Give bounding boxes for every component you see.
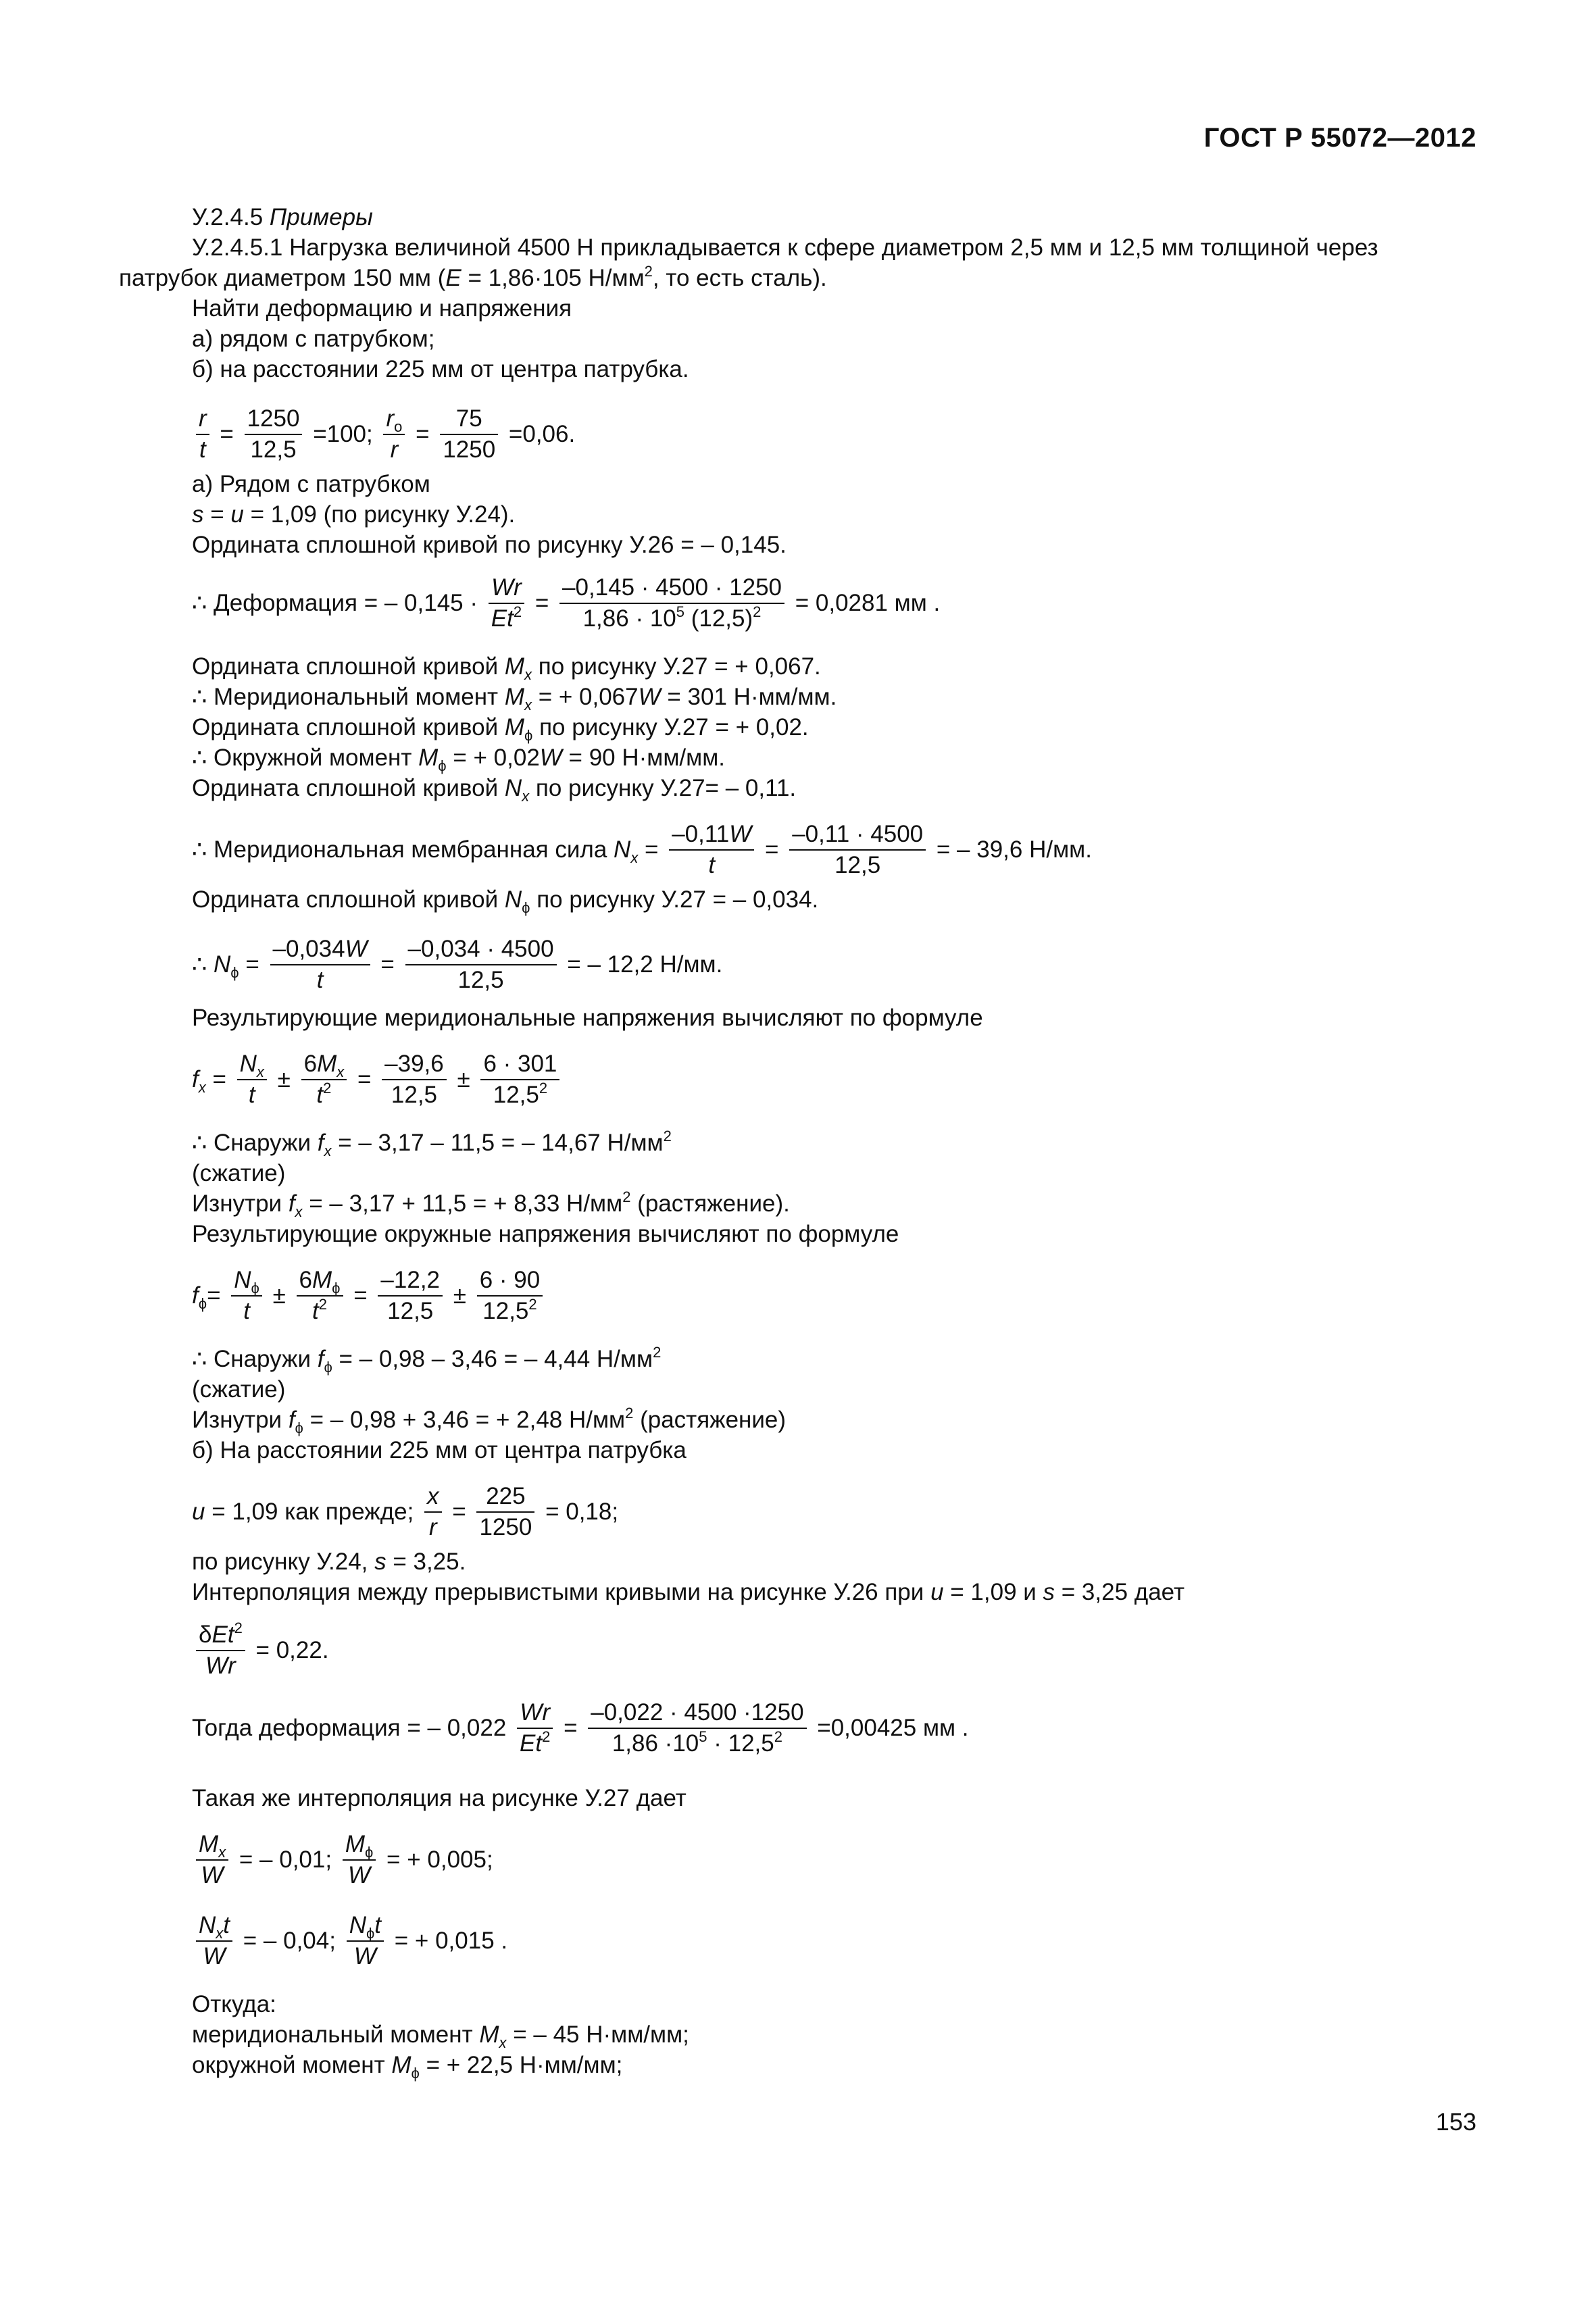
case-a: а) Рядом с патрубком bbox=[192, 471, 430, 497]
equation-delta: $\frac{\delta Et^2}{Wr}$ = 0,22. bbox=[192, 1621, 329, 1680]
whence-line: Откуда: bbox=[192, 1991, 276, 2017]
ordinate-1: Ордината сплошной кривой по рисунку У.26 = – 0,145. bbox=[192, 532, 787, 558]
paragraph-1: У.2.4.5.1 Нагрузка величиной 4500 Н прикладывается к сфере диаметром 2,5 мм и 12,5 мм толщиной через bbox=[192, 234, 1378, 261]
equation-nx: ∴ Меридиональная мембранная сила $N_x$ = $\frac{-0,11W}{t}$ = $\frac{-0,11 \cdot 4500}{12,5}$ = – 39,6 Н/мм. bbox=[192, 821, 1092, 878]
paragraph-1-cont: патрубок диаметром 150 мм (E = 1,86·105 $Н/мм^2$, то есть сталь). bbox=[119, 263, 827, 291]
ordinate-mx: Ордината сплошной кривой $M_x$ по рисунку У.27 = + 0,067. bbox=[192, 653, 821, 683]
section-title-text: Примеры bbox=[269, 204, 373, 230]
document-header: ГОСТ Р 55072—2012 bbox=[1203, 123, 1476, 153]
su-line: s = u = 1,09 (по рисунку У.24). bbox=[192, 501, 516, 528]
equation-forces-b: $\frac{N_xt}{W}$ = – 0,04; $\frac{N_\phi t}{W}$ = + 0,015 . bbox=[192, 1912, 507, 1970]
section-number: У.2.4.5 bbox=[192, 204, 264, 230]
hoop-moment: ∴ Окружной момент $M_\phi$ = + 0,02W = 90 Н·мм/мм. bbox=[192, 745, 725, 774]
ordinate-mphi: Ордината сплошной кривой $M_\phi$ по рисунку У.27 = + 0,02. bbox=[192, 714, 809, 744]
outside-fphi: ∴ Снаружи $f_\phi$ = – 0,98 – 3,46 = – 4,44 $Н/мм^2$ bbox=[192, 1344, 662, 1376]
section-title bbox=[192, 203, 373, 232]
page-number: 153 bbox=[1435, 2108, 1476, 2136]
task-b: б) на расстоянии 225 мм от центра патрубка. bbox=[192, 356, 689, 382]
fig24-line: по рисунку У.24, s = 3,25. bbox=[192, 1549, 466, 1575]
result-meridional-heading: Результирующие меридиональные напряжения вычисляют по формуле bbox=[192, 1005, 983, 1031]
equation-deformation: ∴ Деформация = – 0,145 · $\frac{Wr}{Et^2}$ = $\frac{-0,145 \cdot 4500 \cdot 1250}{1,86 \cdot 10^5 (12,5)^2}$ = 0,0281 мм . bbox=[192, 574, 941, 632]
equation-fphi: $f_\phi=$ $\frac{N_\phi}{t}$ ± $\frac{6M_\phi}{t^2}$ = $\frac{-12,2}{12,5}$ ± $\frac{6 \cdot 90}{12,5^2}$ bbox=[192, 1267, 547, 1325]
equation-fx: $f_x$ = $\frac{N_x}{t}$ ± $\frac{6M_x}{t^2}$ = $\frac{-39,6}{12,5}$ ± $\frac{6 \cdot 301}{12,5^2}$ bbox=[192, 1051, 564, 1109]
ordinate-nphi: Ордината сплошной кривой $N_\phi$ по рисунку У.27 = – 0,034. bbox=[192, 886, 819, 916]
equation-nphi: ∴ $N_\phi$ = $\frac{-0,034W}{t}$ = $\frac{-0,034 \cdot 4500}{12,5}$ = – 12,2 Н/мм. bbox=[192, 936, 723, 993]
task-line: Найти деформацию и напряжения bbox=[192, 295, 572, 322]
hoop-moment-final: окружной момент $M_\phi$ = + 22,5 Н·мм/мм; bbox=[192, 2052, 623, 2082]
equation-moments-b: $\frac{M_x}{W}$ = – 0,01; $\frac{M_\phi}{W}$ = + 0,005; bbox=[192, 1831, 493, 1889]
compression-1: (сжатие) bbox=[192, 1160, 286, 1186]
inside-fphi: Изнутри $f_\phi$ = – 0,98 + 3,46 = + 2,48 $Н/мм^2$ (растяжение) bbox=[192, 1405, 787, 1436]
interp-line: Интерполяция между прерывистыми кривыми на рисунке У.26 при u = 1,09 и s = 3,25 дает bbox=[192, 1579, 1184, 1605]
result-hoop-heading: Результирующие окружные напряжения вычисляют по формуле bbox=[192, 1221, 899, 1247]
compression-2: (сжатие) bbox=[192, 1376, 286, 1403]
equation-deformation-b: Тогда деформация = – 0,022 $\frac{Wr}{Et^2}$ = $\frac{-0,022 \cdot 4500 \cdot 1250}{1,86 \cdot 10^5 \cdot 12,5^2}$ =0,00425 мм . bbox=[192, 1699, 969, 1757]
meridional-moment-final: меридиональный момент $M_x$ = – 45 Н·мм/мм; bbox=[192, 2021, 689, 2051]
ordinate-nx: Ордината сплошной кривой $N_x$ по рисунку У.27= – 0,11. bbox=[192, 775, 797, 805]
equation-ratios: $\frac{r}{t}$ = $\frac{1250}{12,5}$ =100; $\frac{r_o}{r}$ = $\frac{75}{1250}$ =0,06. bbox=[192, 405, 575, 463]
outside-fx: ∴ Снаружи $f_x$ = – 3,17 – 11,5 = – 14,67 $Н/мм^2$ bbox=[192, 1128, 672, 1159]
meridional-moment: ∴ Меридиональный момент $M_x$ = + 0,067W = 301 Н·мм/мм. bbox=[192, 684, 837, 713]
equation-u: u = 1,09 как прежде; $\frac{x}{r}$ = $\frac{225}{1250}$ = 0,18; bbox=[192, 1483, 619, 1540]
task-a: а) рядом с патрубком; bbox=[192, 326, 435, 352]
same-interp-line: Такая же интерполяция на рисунке У.27 дает bbox=[192, 1785, 687, 1811]
inside-fx: Изнутри $f_x$ = – 3,17 + 11,5 = + 8,33 $Н/мм^2$ (растяжение). bbox=[192, 1188, 790, 1220]
case-b: б) На расстоянии 225 мм от центра патрубка bbox=[192, 1437, 687, 1463]
